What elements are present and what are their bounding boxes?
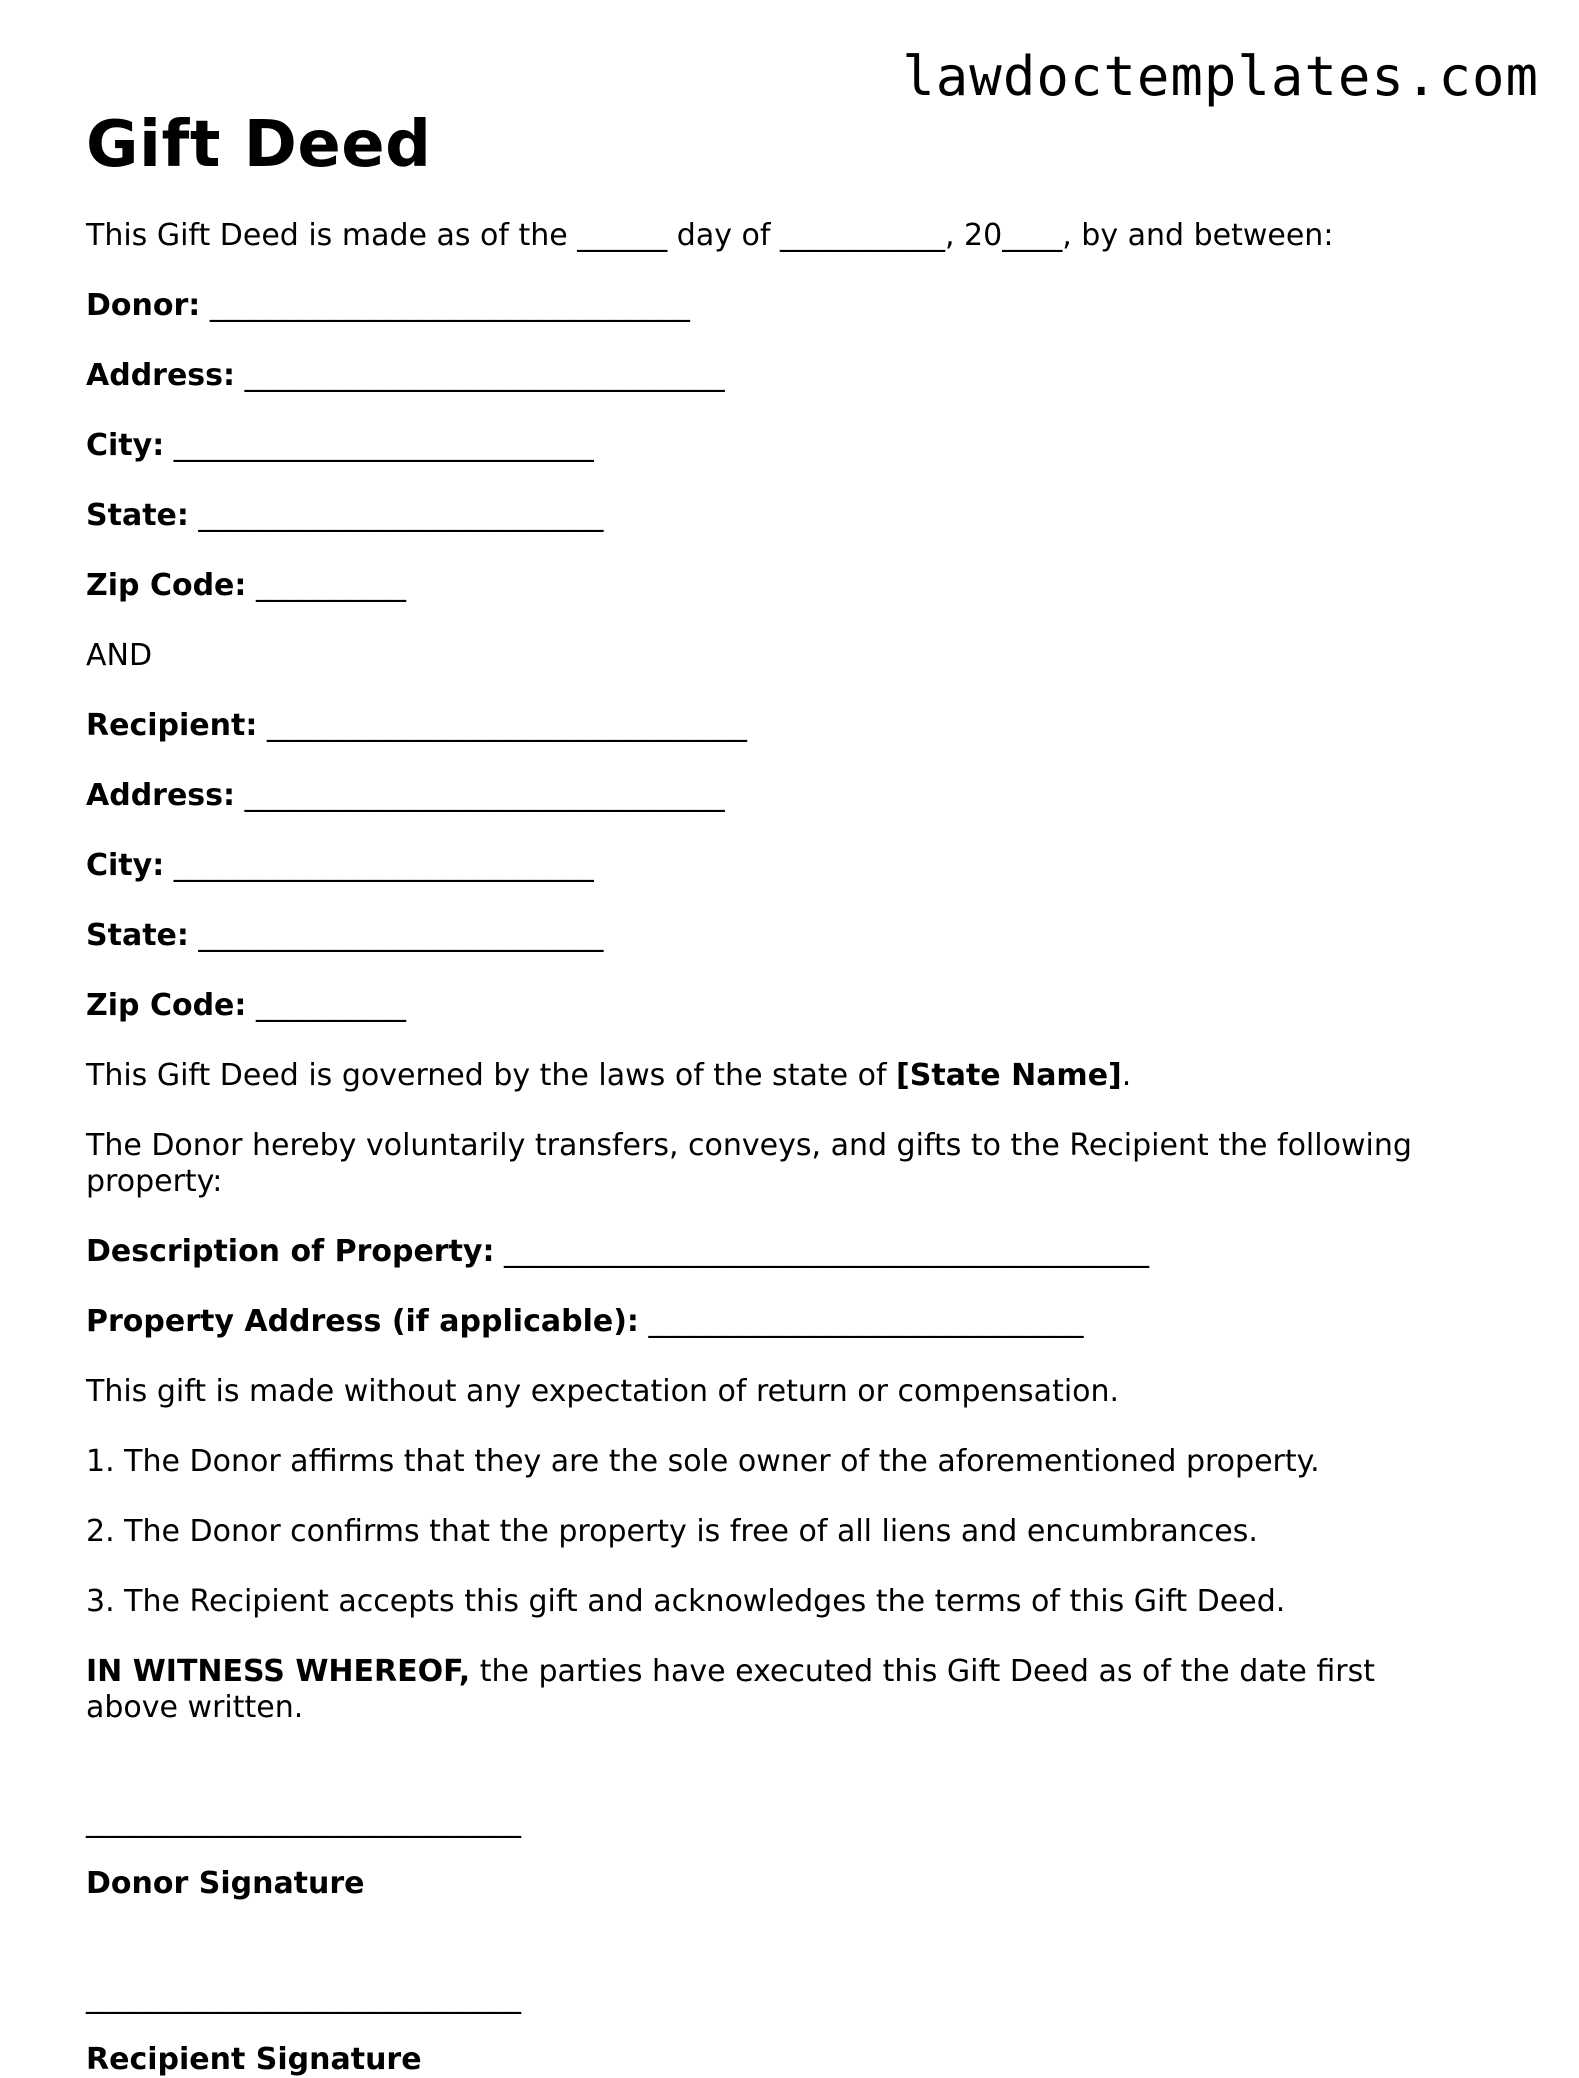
recipient-zip-blank: __________ <box>246 988 406 1023</box>
recipient-state-field <box>86 918 1486 954</box>
intro-paragraph: This Gift Deed is made as of the ______ day of ___________, 20____, by and between: <box>86 218 1334 253</box>
recipient-zip-label: Zip Code: <box>86 988 247 1023</box>
state-name-placeholder: [State Name] <box>896 1058 1122 1093</box>
donor-address-blank: ________________________________ <box>235 358 725 393</box>
recipient-name-field <box>86 708 1486 744</box>
donor-state-field <box>86 498 1486 534</box>
governing-law-prefix: This Gift Deed is governed by the laws of the state of <box>86 1058 897 1093</box>
recipient-name-label: Recipient: <box>86 708 258 743</box>
donor-zip-blank: __________ <box>246 568 406 603</box>
property-description-blank: ___________________________________________ <box>494 1234 1150 1269</box>
donor-name-field <box>86 288 1486 324</box>
and-separator: AND <box>86 638 153 673</box>
witness-heading: IN WITNESS WHEREOF, <box>86 1654 471 1689</box>
recipient-address-label: Address: <box>86 778 236 813</box>
clause-item: 1. The Donor affirms that they are the sole owner of the aforementioned property. <box>86 1444 1320 1479</box>
witness-text: the parties have executed this Gift Deed as of the date first above written. <box>86 1654 1385 1725</box>
document-title: Gift Deed <box>86 108 432 182</box>
donor-zip-label: Zip Code: <box>86 568 247 603</box>
donor-city-label: City: <box>86 428 165 463</box>
donor-city-blank: ____________________________ <box>164 428 594 463</box>
governing-law-suffix: . <box>1121 1058 1132 1093</box>
recipient-city-field <box>86 848 1486 884</box>
governing-law-paragraph <box>86 1058 1486 1094</box>
document-body <box>86 110 1486 2078</box>
clause-item: 2. The Donor confirms that the property is free of all liens and encumbrances. <box>86 1514 1258 1549</box>
transfer-paragraph: The Donor hereby voluntarily transfers, conveys, and gifts to the Recipient the following property: <box>86 1128 1422 1199</box>
property-description-field <box>86 1234 1486 1270</box>
donor-name-label: Donor: <box>86 288 201 323</box>
recipient-name-blank: ________________________________ <box>257 708 747 743</box>
clause-item: 3. The Recipient accepts this gift and acknowledges the terms of this Gift Deed. <box>86 1584 1286 1619</box>
donor-zip-field <box>86 568 1486 604</box>
donor-address-label: Address: <box>86 358 236 393</box>
recipient-zip-field <box>86 988 1486 1024</box>
recipient-address-blank: ________________________________ <box>235 778 725 813</box>
donor-address-field <box>86 358 1486 394</box>
watermark: lawdoctemplates.com <box>902 45 1539 108</box>
recipient-signature-label: Recipient Signature <box>86 2042 422 2077</box>
recipient-state-label: State: <box>86 918 189 953</box>
no-compensation-paragraph: This gift is made without any expectation of return or compensation. <box>86 1374 1120 1409</box>
witness-paragraph <box>86 1654 1466 1726</box>
donor-signature-line: _____________________________ <box>86 1804 521 1839</box>
recipient-city-blank: ____________________________ <box>164 848 594 883</box>
donor-state-label: State: <box>86 498 189 533</box>
property-address-label: Property Address (if applicable): <box>86 1304 639 1339</box>
property-address-field <box>86 1304 1486 1340</box>
property-description-label: Description of Property: <box>86 1234 495 1269</box>
recipient-state-blank: ___________________________ <box>188 918 604 953</box>
donor-name-blank: ________________________________ <box>200 288 690 323</box>
property-address-blank: _____________________________ <box>638 1304 1084 1339</box>
recipient-address-field <box>86 778 1486 814</box>
recipient-city-label: City: <box>86 848 165 883</box>
donor-city-field <box>86 428 1486 464</box>
donor-state-blank: ___________________________ <box>188 498 604 533</box>
donor-signature-label: Donor Signature <box>86 1866 365 1901</box>
recipient-signature-line: _____________________________ <box>86 1980 521 2015</box>
